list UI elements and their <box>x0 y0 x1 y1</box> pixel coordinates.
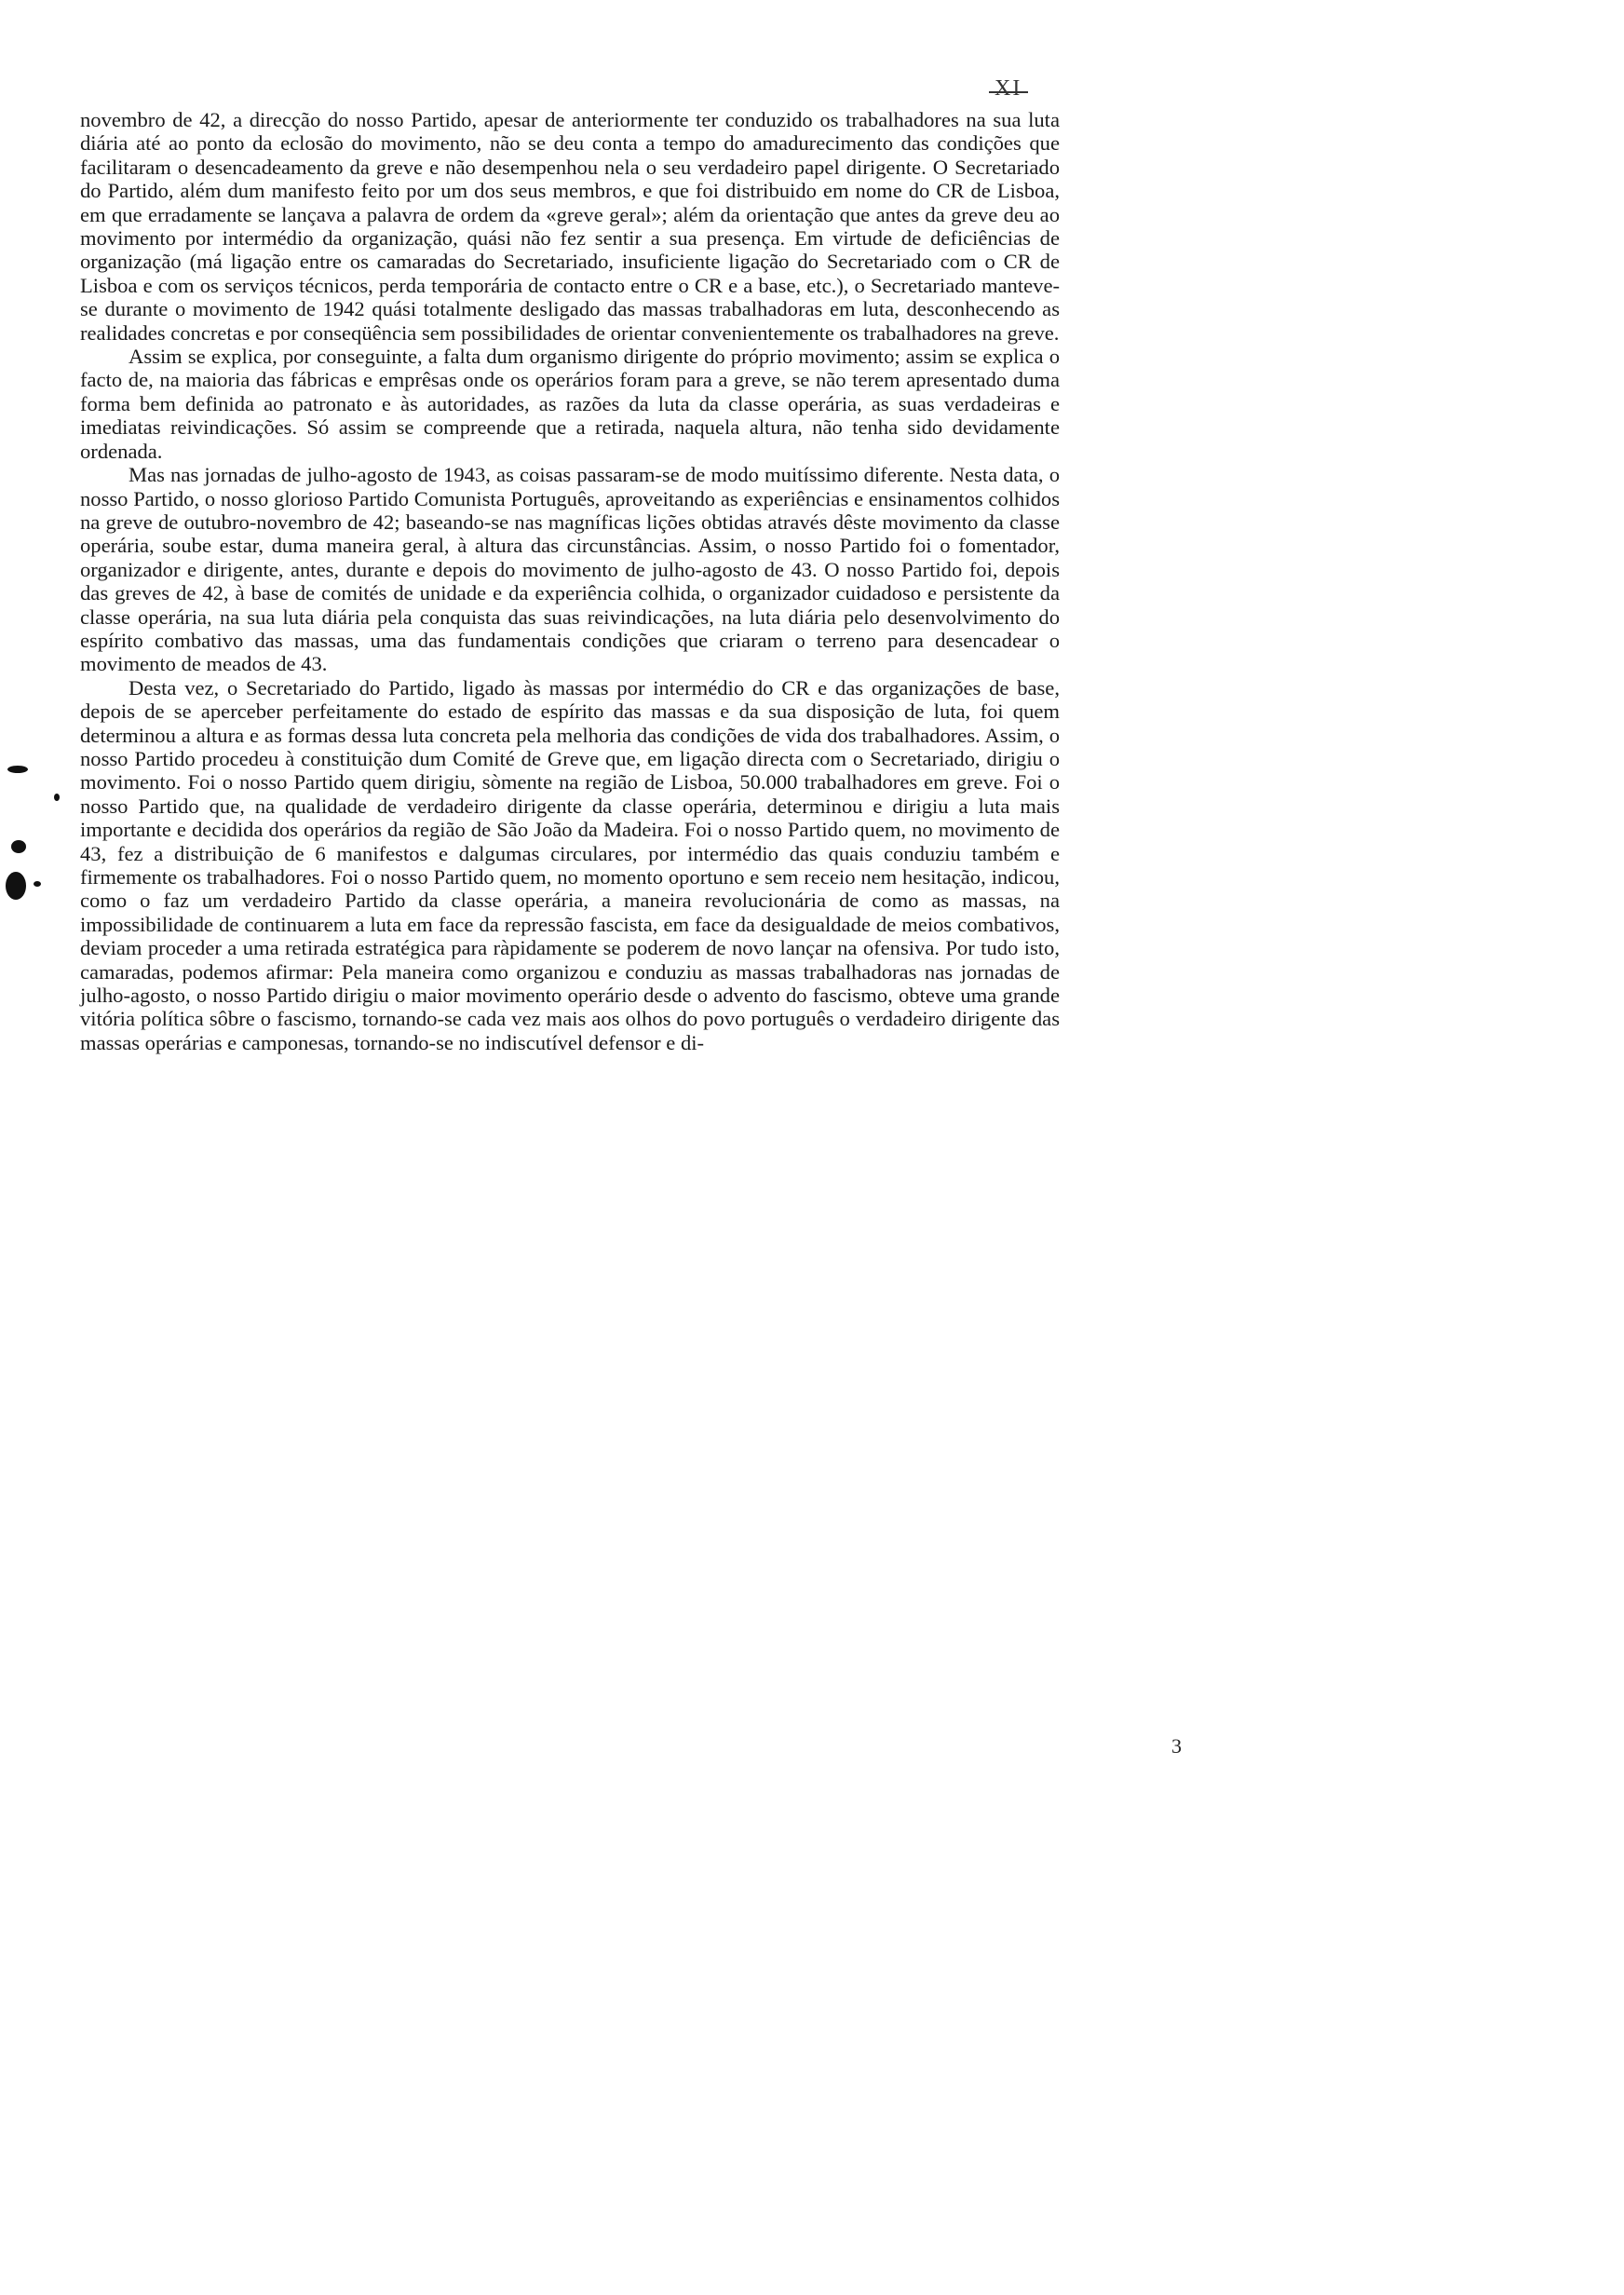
paragraph-1: novembro de 42, a direcção do nosso Partido, apesar de anteriormente ter conduzido os trabalhadores na sua luta diária até ao ponto da eclosão do movimento, não se deu conta a tempo do amadurecimento das condições que facilitaram o desencadeamento da greve e não desempenhou nela o seu verdadeiro papel dirigente. O Secretariado do Partido, além dum manifesto feito por um dos seus membros, e que foi distribuido em nome do CR de Lisboa, em que erradamente se lançava a palavra de ordem da «greve geral»; além da orientação que antes da greve deu ao movimento por intermédio da organização, quási não fez sentir a sua presença. Em virtude de deficiências de organização (má ligação entre os camaradas do Secretariado, insuficiente ligação do Secretariado com o CR de Lisboa e com os serviços técnicos, perda temporária de contacto entre o CR e a base, etc.), o Secretariado manteve-se durante o movimento de 1942 quási totalmente desligado das massas trabalhadoras em luta, desconhecendo as realidades concretas e por conseqüência sem possibilidades de orientar convenientemente os trabalhadores na greve. <box>80 108 1060 345</box>
scan-speck <box>11 840 26 853</box>
page-number: XI <box>995 76 1022 101</box>
paragraph-4: Desta vez, o Secretariado do Partido, ligado às massas por intermédio do CR e das organizações de base, depois de se aperceber perfeitamente do estado de espírito das massas e da sua disposição de luta, foi quem determinou a altura e as formas dessa luta concreta pela melhoria das condições de vida dos trabalhadores. Assim, o nosso Partido procedeu à constituição dum Comité de Greve que, em ligação directa com o Secretariado, dirigiu o movimento. Foi o nosso Partido quem dirigiu, sòmente na região de Lisboa, 50.000 trabalhadores em greve. Foi o nosso Partido que, na qualidade de verdadeiro dirigente da classe operária, determinou e dirigiu a luta mais importante e decidida dos operários da região de São João da Madeira. Foi o nosso Partido quem, no movimento de 43, fez a distribuição de 6 manifestos e dalgumas circulares, por intermédio das quais conduziu também e firmemente os trabalhadores. Foi o nosso Partido quem, no momento oportuno e sem receio nem hesitação, indicou, como o faz um verdadeiro Partido da classe operária, a maneira revolucionária de como as massas, na impossibilidade de continuarem a luta em face da repressão fascista, em face da desigualdade de meios combativos, deviam proceder a uma retirada estratégica para ràpidamente se poderem de novo lançar na ofensiva. Por tudo isto, camaradas, podemos afirmar: Pela maneira como organizou e conduziu as massas trabalhadoras nas jornadas de julho-agosto, o nosso Partido dirigiu o maior movimento operário desde o advento do fascismo, obteve uma grande vitória política sôbre o fascismo, tornando-se cada vez mais aos olhos do povo português o verdadeiro dirigente das massas operárias e camponesas, tornando-se no indiscutível defensor e di- <box>80 675 1060 1054</box>
body-text <box>80 108 1060 1054</box>
page-mark: 3 <box>1171 1734 1182 1758</box>
scan-speck <box>54 794 60 801</box>
paragraph-2: Assim se explica, por conseguinte, a falta dum organismo dirigente do próprio movimento; assim se explica o facto de, na maioria das fábricas e emprêsas onde os operários foram para a greve, se não terem apresentado duma forma bem definida ao patronato e às autoridades, as razões da luta da classe operária, as suas verdadeiras e imediatas reivindicações. Só assim se compreende que a retirada, naquela altura, não tenha sido devidamente ordenada. <box>80 345 1060 463</box>
paragraph-3: Mas nas jornadas de julho-agosto de 1943, as coisas passaram-se de modo muitíssimo diferente. Nesta data, o nosso Partido, o nosso glorioso Partido Comunista Português, aproveitando as experiências e ensinamentos colhidos na greve de outubro-novembro de 42; baseando-se nas magníficas lições obtidas através dêste movimento da classe operária, soube estar, duma maneira geral, à altura das circunstâncias. Assim, o nosso Partido foi o fomentador, organizador e dirigente, antes, durante e depois do movimento de julho-agosto de 43. O nosso Partido foi, depois das greves de 42, à base de comités de unidade e da experiência colhida, o organizador cuidadoso e persistente da classe operária, na sua luta diária pela conquista das suas reivindicações, na luta diária pelo desenvolvimento do espírito combativo das massas, uma das fundamentais condições que criaram o terreno para desencadear o movimento de meados de 43. <box>80 463 1060 676</box>
scan-speck <box>7 766 28 773</box>
scan-speck <box>34 881 41 887</box>
scan-speck <box>6 872 26 900</box>
